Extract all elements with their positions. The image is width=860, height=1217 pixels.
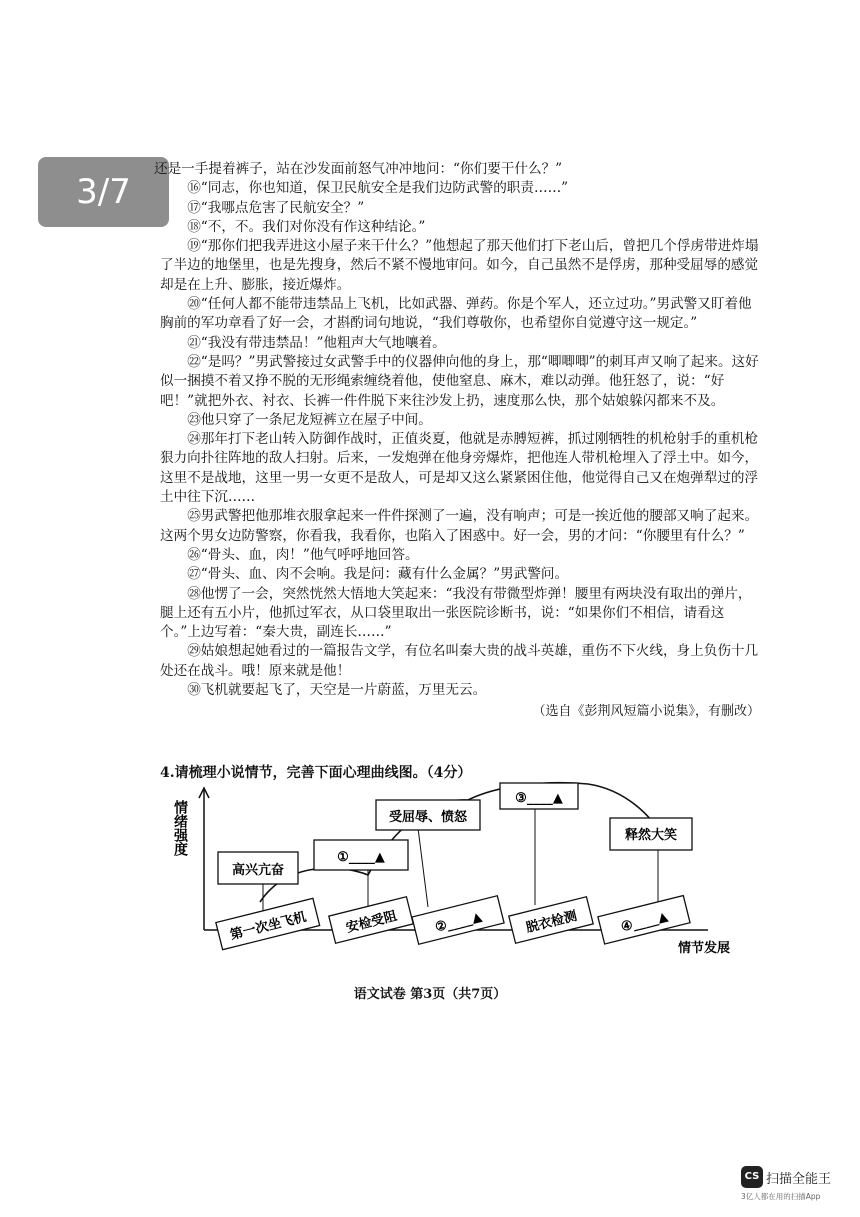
svg-text:安检受阻: 安检受阻 (344, 908, 399, 936)
paragraph: ㉓他只穿了一条尼龙短裤立在屋子中间。 (187, 411, 432, 428)
source-citation: （选自《彭荆风短篇小说集》，有删改） (532, 704, 760, 720)
camscanner-logo-icon: CS (741, 1166, 763, 1188)
scanner-watermark (741, 1166, 831, 1202)
y-axis-label: 情绪强度 (172, 800, 188, 856)
x-axis-label: 情节发展 (678, 941, 731, 955)
lower-box-5[interactable] (598, 896, 690, 944)
svg-text:高兴亢奋: 高兴亢奋 (231, 863, 285, 878)
svg-text:③____▲: ③____▲ (515, 791, 563, 806)
paragraph: ⑲“那你们把我弄进这小屋子来干什么？”他想起了那天他们打下老山后，曾把几个俘虏带进炸塌了半边的地堡里，也是先搜身，然后不紧不慢地审问。如今，自己虽然不是俘虏，那种受屈辱的感觉却是在上升、膨胀，接近爆炸。 (160, 238, 759, 293)
lower-box-4 (509, 897, 593, 944)
svg-text:受屈辱、愤怒: 受屈辱、愤怒 (388, 810, 468, 825)
page-indicator-badge: 3/7 (38, 157, 169, 227)
lower-box-1 (216, 898, 320, 949)
paragraph: ㉕男武警把他那堆衣服拿起来一件件探测了一遍，没有响声；可是一挨近他的腰部又响了起来。这两个男女边防警察，你看我，我看你，也陷入了困惑中。好一会，男的才问：“你腰里有什么？” (160, 508, 759, 544)
svg-text:第一次坐飞机: 第一次坐飞机 (228, 909, 309, 944)
upper-box-3 (376, 800, 480, 830)
paragraph: 还是一手提着裤子，站在沙发面前怒气冲冲地问：“你们要干什么？” (154, 161, 563, 177)
paragraph: ㉑“我没有带违禁品！”他粗声大气地嚷着。 (187, 334, 446, 351)
upper-box-5 (610, 818, 692, 850)
svg-text:④____▲: ④____▲ (619, 909, 670, 936)
svg-text:脱衣检测: 脱衣检测 (524, 908, 579, 936)
connector (418, 828, 428, 907)
paragraph: ⑰“我哪点危害了民航安全？” (187, 199, 365, 216)
story-text (154, 160, 760, 722)
paragraph: ⑱“不，不。我们对你没有作这种结论。” (187, 218, 426, 235)
paragraph: ㉙姑娘想起她看过的一篇报告文学，有位名叫秦大贵的战斗英雄，重伤不下火线，身上负伤十几处还在战斗。哦！原来就是他！ (160, 643, 759, 679)
paragraph: ⑳“任何人都不能带违禁品上飞机，比如武器、弹药。你是个军人，还立过功。”男武警又盯着他胸前的军功章看了好一会，才斟酌词句地说，“我们尊敬你，也希望你自觉遵守这一规定。” (160, 296, 752, 332)
paragraph: ㉚飞机就要起飞了，天空是一片蔚蓝，万里无云。 (187, 682, 487, 699)
paragraph: ㉘他愣了一会，突然恍然大悟地大笑起来：“我没有带微型炸弹！腰里有两块没有取出的弹片，腿上还有五小片，他抓过军衣，从口袋里取出一张医院诊断书，说：“如果你们不相信，请看这个。”上边写着：“秦大贵，副连长……” (160, 585, 752, 641)
svg-text:②____▲: ②____▲ (433, 909, 484, 936)
svg-text:释然大笑: 释然大笑 (624, 828, 678, 843)
emotion-curve-diagram (168, 780, 768, 955)
paragraph: ㉗“骨头、血、肉不会响。我是问：藏有什么金属？”男武警问。 (187, 566, 569, 583)
upper-box-4[interactable] (500, 783, 578, 809)
question-4: 4.请梳理小说情节，完善下面心理曲线图。（4分） (160, 765, 472, 781)
paragraph: ⑯“同志，你也知道，保卫民航安全是我们边防武警的职责……” (187, 180, 569, 197)
paragraph: ㉖“骨头、血，肉！”他气呼呼地回答。 (187, 546, 419, 563)
svg-text:①____▲: ①____▲ (337, 850, 385, 865)
lower-box-2 (329, 897, 413, 944)
upper-box-2[interactable] (314, 840, 408, 870)
upper-box-1 (218, 852, 298, 884)
paragraph: ㉔那年打下老山转入防御作战时，正值炎夏，他就是赤膊短裤，抓过刚牺牲的机枪射手的重机枪狠力向扑往阵地的敌人扫射。后来，一发炮弹在他身旁爆炸，把他连人带机枪埋入了浮土中。如今，这里不是战地，这里一男一女更不是敌人，可是却又这么紧紧困住他，他觉得自己又在炮弹犁过的浮土中往下沉…… (160, 431, 759, 506)
app-tagline: 3亿人都在用的扫描App (741, 1192, 821, 1201)
paragraph: ㉒“是吗？”男武警接过女武警手中的仪器伸向他的身上，那“唧唧唧”的刺耳声又响了起来。这好似一捆摸不着又挣不脱的无形绳索缠绕着他，使他窒息、麻木，难以动弹。他狂怒了，说：“好吧！”就把外衣、衬衣、长裤一件件脱下来往沙发上扔，速度那么快，那个姑娘躲闪都来不及。 (160, 353, 759, 409)
app-name: 扫描全能王 (766, 1171, 832, 1187)
lower-box-3[interactable] (412, 896, 504, 944)
page-footer: 语文试卷 第3页（共7页） (353, 987, 507, 1002)
